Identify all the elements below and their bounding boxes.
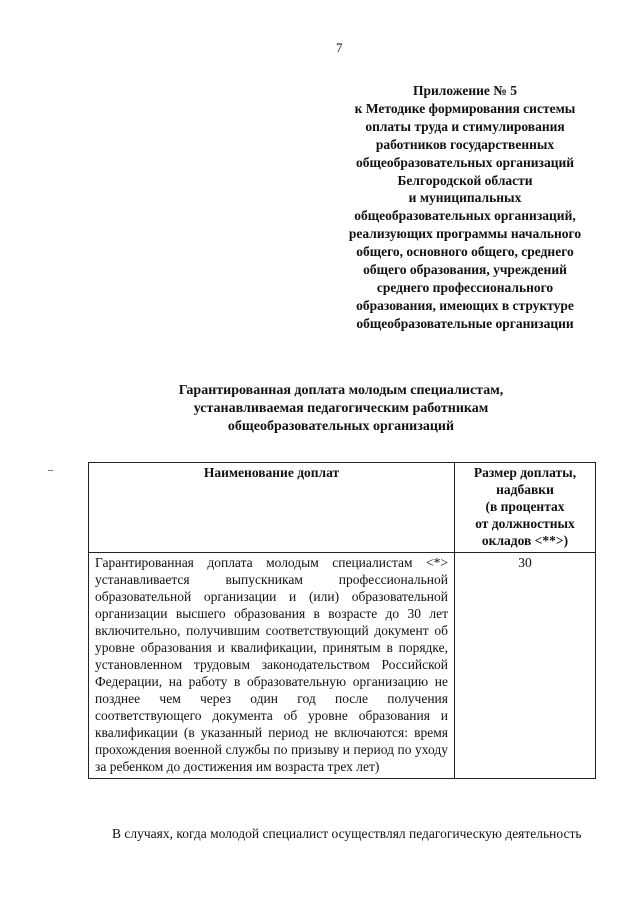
appendix-line: и муниципальных (408, 190, 522, 206)
appendix-line: общеобразовательные организации (356, 315, 574, 331)
appendix-line: среднего профессионального (376, 279, 554, 295)
header-size-line: надбавки (496, 482, 554, 497)
appendix-heading (320, 82, 610, 333)
appendix-line: оплаты труда и стимулирования (365, 118, 565, 134)
appendix-line: образования, имеющих в структуре (356, 297, 574, 313)
allowance-table (88, 462, 596, 779)
header-allowance-size (455, 463, 596, 553)
table-row (89, 553, 596, 779)
table-header-row (89, 463, 596, 553)
appendix-line: реализующих программы начального (348, 226, 582, 242)
appendix-line: общеобразовательных организаций (355, 154, 575, 170)
header-size-line: окладов <**>) (481, 533, 569, 548)
appendix-line: к Методике формирования системы (354, 100, 576, 116)
header-size-line: от должностных (475, 516, 575, 531)
scan-artifact-mark (48, 470, 53, 471)
header-allowance-name: Наименование доплат (89, 463, 455, 553)
allowance-description-cell: Гарантированная доплата молодым специалистам <*> устанавливается выпускникам профессиональной образовательной организации и (или) образовательной организации высшего образования в возрасте до 30 лет включительно, получившим соответствующий документ об уровне образования и квалификации, принятым в порядке, установленном трудовым законодательством Российской Федерации, на работу в образовательную организацию не позднее чем через один год после получения соответствующего документа об уровне образования и квалификации (в указанный период не включаются: время прохождения военной службы по призыву и период по уходу за ребенком до достижения им возраста трех лет) (89, 553, 455, 779)
title-line: устанавливаемая педагогическим работникам (193, 401, 489, 416)
continuation-paragraph: В случаях, когда молодой специалист осуществлял педагогическую деятельность (112, 826, 582, 841)
title-line: общеобразовательных организаций (227, 419, 455, 434)
appendix-line: работников государственных (375, 136, 555, 152)
title-line: Гарантированная доплата молодым специалистам, (178, 383, 504, 398)
appendix-line: Приложение № 5 (413, 83, 517, 98)
header-size-line: (в процентах (485, 499, 565, 514)
appendix-line: общеобразовательных организаций, (354, 208, 576, 224)
page-number: 7 (336, 40, 343, 55)
header-size-line: Размер доплаты, (473, 465, 577, 480)
appendix-line: общего образования, учреждений (363, 262, 567, 278)
allowance-value-cell: 30 (455, 553, 596, 779)
appendix-line: Белгородской области (397, 172, 533, 188)
appendix-line: общего, основного общего, среднего (356, 244, 574, 260)
document-title (96, 382, 586, 436)
